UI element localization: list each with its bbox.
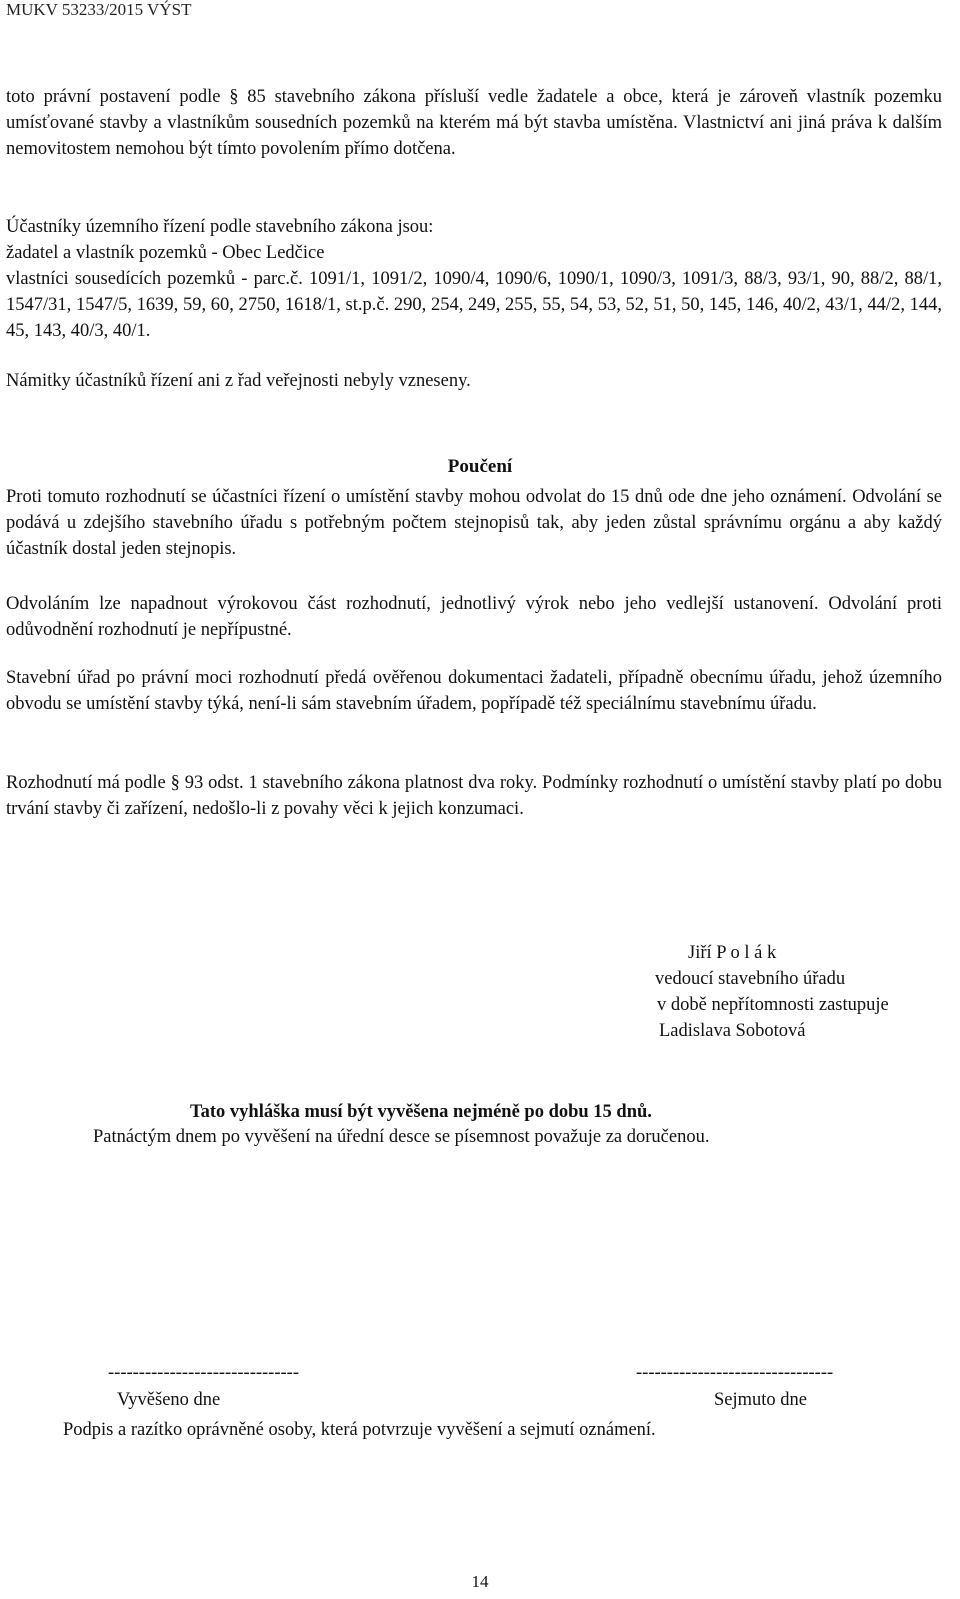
delivery-notice: Patnáctým dnem po vyvěšení na úřední desce se písemnost považuje za doručenou.: [93, 1127, 710, 1147]
paragraph-documentation: Stavební úřad po právní moci rozhodnutí předá ověřenou dokumentaci žadateli, případně obecnímu úřadu, jehož územního obvodu se umístění stavby týká, není-li sám stavebním úřadem, popřípadě též speciálnímu stavebnímu úřadu.: [6, 668, 942, 714]
signatory-deputy: Ladislava Sobotová: [659, 1021, 806, 1041]
posted-date-line: -------------------------------: [108, 1363, 299, 1383]
participants-section: [6, 214, 942, 344]
instruction-title: Poučení: [447, 456, 513, 477]
paragraph-validity: Rozhodnutí má podle § 93 odst. 1 stavebního zákona platnost dva roky. Podmínky rozhodnutí o umístění stavby platí po dobu trvání stavby či zařízení, nedošlo-li z povahy věci k jejich konzumaci.: [6, 773, 942, 819]
paragraph-objections: Námitky účastníků řízení ani z řad veřejnosti nebyly vzneseny.: [6, 371, 471, 391]
signatory-name: Jiří P o l á k: [688, 943, 777, 963]
participants-applicant: žadatel a vlastník pozemků - Obec Ledčice: [6, 243, 325, 263]
posting-duration-notice: Tato vyhláška musí být vyvěšena nejméně po dobu 15 dnů.: [190, 1102, 652, 1122]
participants-heading: Účastníky územního řízení podle stavebního zákona jsou:: [6, 217, 434, 237]
stamp-signature-note: Podpis a razítko oprávněné osoby, která potvrzuje vyvěšení a sejmutí oznámení.: [63, 1420, 656, 1440]
paragraph-appeal: Proti tomuto rozhodnutí se účastníci řízení o umístění stavby mohou odvolat do 15 dnů ode dne jeho oznámení. Odvolání se podává u zdejšího stavebního úřadu s potřebným počtem stejnopisů tak, aby jeden zůstal správnímu orgánu a aby každý účastník dostal jeden stejnopis.: [6, 487, 942, 559]
participants-neighbours: vlastníci sousedících pozemků - parc.č. 1091/1, 1091/2, 1090/4, 1090/6, 1090/1, 1090/3, 1091/3, 88/3, 93/1, 90, 88/2, 88/1, 1547/31, 1547/5, 1639, 59, 60, 2750, 1618/1, st.p.č. 290, 254, 249, 255, 55, 54, 53, 52, 51, 50, 145, 146, 40/2, 43/1, 44/2, 144, 45, 143, 40/3, 40/1.: [6, 269, 942, 341]
posted-date-label: Vyvěšeno dne: [117, 1390, 221, 1410]
paragraph-appeal-scope: Odvoláním lze napadnout výrokovou část rozhodnutí, jednotlivý výrok nebo jeho vedlejší ustanovení. Odvolání proti odůvodnění rozhodnutí je nepřípustné.: [6, 594, 942, 640]
removed-date-line: --------------------------------: [636, 1363, 834, 1383]
page-number: 14: [471, 1572, 489, 1591]
document-reference: MUKV 53233/2015 VÝST: [6, 0, 192, 19]
removed-date-label: Sejmuto dne: [714, 1390, 808, 1410]
paragraph-legal-status: toto právní postavení podle § 85 stavebního zákona přísluší vedle žadatele a obce, která je zároveň vlastník pozemku umísťované stavby a vlastníkům sousedních pozemků na kterém má být stavba umístěna. Vlastnictví ani jiná práva k dalším nemovitostem nemohou být tímto povolením přímo dotčena.: [6, 87, 942, 159]
signatory-role: vedoucí stavebního úřadu: [655, 969, 846, 989]
signatory-absence-note: v době nepřítomnosti zastupuje: [657, 995, 889, 1015]
